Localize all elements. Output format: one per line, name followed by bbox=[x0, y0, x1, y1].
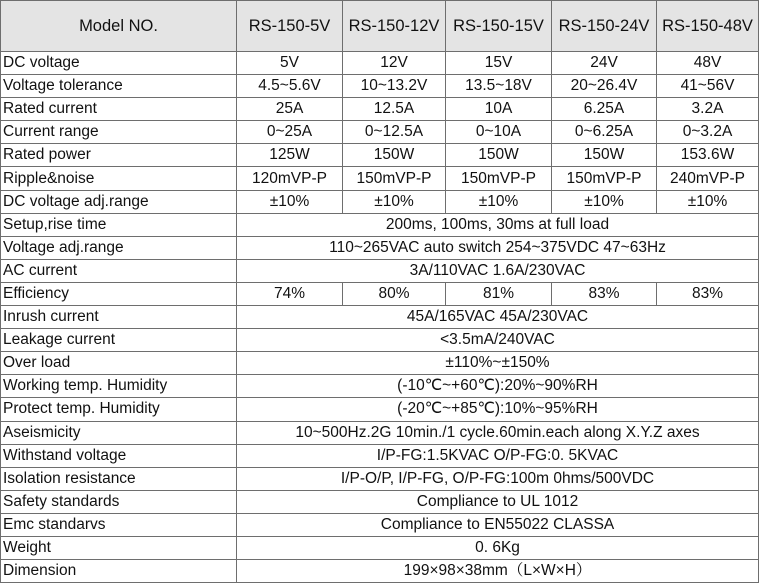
parameter-value: 10~13.2V bbox=[343, 75, 446, 98]
parameter-value-shared: Compliance to UL 1012 bbox=[237, 490, 759, 513]
parameter-label: Efficiency bbox=[1, 282, 237, 305]
parameter-value: 125W bbox=[237, 144, 343, 167]
parameter-value: 12V bbox=[343, 52, 446, 75]
parameter-value: 4.5~5.6V bbox=[237, 75, 343, 98]
parameter-label: Ripple&noise bbox=[1, 167, 237, 190]
parameter-label: Safety standards bbox=[1, 490, 237, 513]
parameter-value: 5V bbox=[237, 52, 343, 75]
parameter-label: Aseismicity bbox=[1, 421, 237, 444]
parameter-label: Rated current bbox=[1, 98, 237, 121]
parameter-value: ±10% bbox=[552, 190, 657, 213]
model-header: Model NO. bbox=[1, 1, 237, 52]
parameter-value-shared: 45A/165VAC 45A/230VAC bbox=[237, 306, 759, 329]
parameter-label: Leakage current bbox=[1, 329, 237, 352]
parameter-label: Isolation resistance bbox=[1, 467, 237, 490]
parameter-label: Dimension bbox=[1, 560, 237, 583]
model-column-header: RS-150-48V bbox=[657, 1, 759, 52]
parameter-label: DC voltage bbox=[1, 52, 237, 75]
table-row bbox=[1, 490, 759, 513]
table-row bbox=[1, 513, 759, 536]
parameter-value-shared: 200ms, 100ms, 30ms at full load bbox=[237, 213, 759, 236]
parameter-value: 0~25A bbox=[237, 121, 343, 144]
parameter-value: 0~12.5A bbox=[343, 121, 446, 144]
parameter-label: AC current bbox=[1, 259, 237, 282]
table-row bbox=[1, 75, 759, 98]
parameter-value: ±10% bbox=[343, 190, 446, 213]
parameter-value: 240mVP-P bbox=[657, 167, 759, 190]
parameter-value: 153.6W bbox=[657, 144, 759, 167]
table-row bbox=[1, 144, 759, 167]
model-column-header: RS-150-15V bbox=[446, 1, 552, 52]
parameter-value: 150W bbox=[552, 144, 657, 167]
parameter-label: Setup,rise time bbox=[1, 213, 237, 236]
parameter-value-shared: 3A/110VAC 1.6A/230VAC bbox=[237, 259, 759, 282]
parameter-value: 74% bbox=[237, 282, 343, 305]
table-row bbox=[1, 306, 759, 329]
parameter-value: 80% bbox=[343, 282, 446, 305]
parameter-label: Voltage tolerance bbox=[1, 75, 237, 98]
spec-table-body bbox=[1, 52, 759, 583]
parameter-value: 3.2A bbox=[657, 98, 759, 121]
table-row bbox=[1, 52, 759, 75]
parameter-value: 150W bbox=[446, 144, 552, 167]
table-row bbox=[1, 421, 759, 444]
table-row bbox=[1, 375, 759, 398]
parameter-value: 24V bbox=[552, 52, 657, 75]
parameter-value-shared: (-10℃~+60℃):20%~90%RH bbox=[237, 375, 759, 398]
parameter-value: 81% bbox=[446, 282, 552, 305]
table-row bbox=[1, 167, 759, 190]
table-row bbox=[1, 444, 759, 467]
parameter-value: 15V bbox=[446, 52, 552, 75]
table-row bbox=[1, 259, 759, 282]
parameter-label: Inrush current bbox=[1, 306, 237, 329]
table-row bbox=[1, 560, 759, 583]
parameter-value: 6.25A bbox=[552, 98, 657, 121]
parameter-value: 41~56V bbox=[657, 75, 759, 98]
table-row bbox=[1, 121, 759, 144]
parameter-label: DC voltage adj.range bbox=[1, 190, 237, 213]
parameter-value: 120mVP-P bbox=[237, 167, 343, 190]
parameter-label: Over load bbox=[1, 352, 237, 375]
parameter-value: ±10% bbox=[237, 190, 343, 213]
model-column-header: RS-150-24V bbox=[552, 1, 657, 52]
table-row bbox=[1, 398, 759, 421]
parameter-value-shared: 110~265VAC auto switch 254~375VDC 47~63Hz bbox=[237, 236, 759, 259]
parameter-value: 10A bbox=[446, 98, 552, 121]
parameter-value-shared: 199×98×38mm（L×W×H） bbox=[237, 560, 759, 583]
parameter-label: Emc standarvs bbox=[1, 513, 237, 536]
parameter-label: Protect temp. Humidity bbox=[1, 398, 237, 421]
table-row bbox=[1, 467, 759, 490]
parameter-value-shared: I/P-O/P, I/P-FG, O/P-FG:100m 0hms/500VDC bbox=[237, 467, 759, 490]
parameter-value: 12.5A bbox=[343, 98, 446, 121]
table-row bbox=[1, 282, 759, 305]
parameter-label: Working temp. Humidity bbox=[1, 375, 237, 398]
parameter-value-shared: 0. 6Kg bbox=[237, 536, 759, 559]
parameter-value: 48V bbox=[657, 52, 759, 75]
parameter-value: 83% bbox=[552, 282, 657, 305]
parameter-value-shared: Compliance to EN55022 CLASSA bbox=[237, 513, 759, 536]
parameter-value: ±10% bbox=[446, 190, 552, 213]
parameter-label: Withstand voltage bbox=[1, 444, 237, 467]
table-row bbox=[1, 213, 759, 236]
parameter-value: 0~3.2A bbox=[657, 121, 759, 144]
parameter-value: 150mVP-P bbox=[552, 167, 657, 190]
parameter-value: 13.5~18V bbox=[446, 75, 552, 98]
table-row bbox=[1, 536, 759, 559]
parameter-value: 25A bbox=[237, 98, 343, 121]
parameter-value: ±10% bbox=[657, 190, 759, 213]
table-row bbox=[1, 98, 759, 121]
parameter-label: Voltage adj.range bbox=[1, 236, 237, 259]
model-column-header: RS-150-5V bbox=[237, 1, 343, 52]
parameter-value: 150mVP-P bbox=[343, 167, 446, 190]
parameter-value-shared: 10~500Hz.2G 10min./1 cycle.60min.each along X.Y.Z axes bbox=[237, 421, 759, 444]
parameter-value: 0~10A bbox=[446, 121, 552, 144]
parameter-label: Weight bbox=[1, 536, 237, 559]
parameter-value: 150mVP-P bbox=[446, 167, 552, 190]
parameter-label: Rated power bbox=[1, 144, 237, 167]
parameter-value: 150W bbox=[343, 144, 446, 167]
parameter-value: 83% bbox=[657, 282, 759, 305]
parameter-label: Current range bbox=[1, 121, 237, 144]
parameter-value: 0~6.25A bbox=[552, 121, 657, 144]
table-row bbox=[1, 352, 759, 375]
model-column-header: RS-150-12V bbox=[343, 1, 446, 52]
parameter-value-shared: (-20℃~+85℃):10%~95%RH bbox=[237, 398, 759, 421]
table-row bbox=[1, 190, 759, 213]
header-row bbox=[1, 1, 759, 52]
parameter-value: 20~26.4V bbox=[552, 75, 657, 98]
parameter-value-shared: <3.5mA/240VAC bbox=[237, 329, 759, 352]
parameter-value-shared: I/P-FG:1.5KVAC O/P-FG:0. 5KVAC bbox=[237, 444, 759, 467]
parameter-value-shared: ±110%~±150% bbox=[237, 352, 759, 375]
table-row bbox=[1, 236, 759, 259]
table-row bbox=[1, 329, 759, 352]
